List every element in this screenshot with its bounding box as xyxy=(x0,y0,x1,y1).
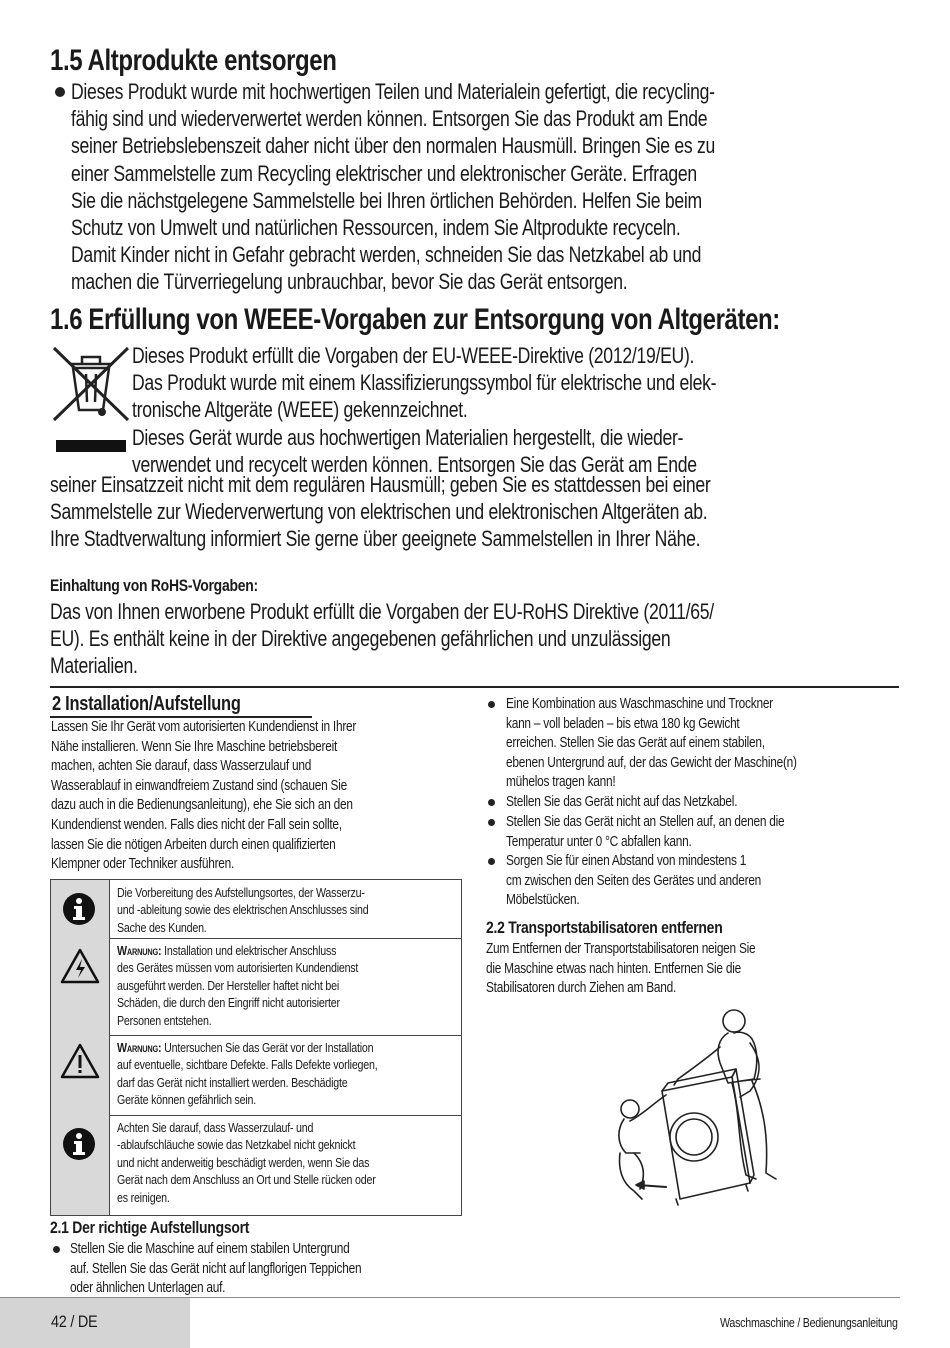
warning-icon xyxy=(60,1043,100,1079)
text-line: Personen entstehen. xyxy=(117,1012,212,1028)
text-line: machen die Türverriegelung unbrauchbar, bevor Sie das Gerät entsorgen. xyxy=(71,269,628,295)
notice-row xyxy=(51,1115,461,1215)
text-line: Dieses Gerät wurde aus hochwertigen Materialien hergestellt, die wieder- xyxy=(132,424,684,450)
section-2-2-body xyxy=(486,940,815,999)
text-line xyxy=(117,942,358,959)
section-1-5-body xyxy=(71,78,876,296)
text-line: des Gerätes müssen vom autorisierten Kundendienst xyxy=(117,960,359,976)
notice-icon-cell xyxy=(51,938,110,1035)
bullet xyxy=(488,858,495,865)
section-2-2-title-text: 2.2 Transportstabilisatoren entfernen xyxy=(486,918,723,937)
notice-text xyxy=(117,942,411,1029)
notice-row xyxy=(51,938,461,1036)
text-line: Eine Kombination aus Waschmaschine und Trockner xyxy=(506,696,773,712)
text-line: lassen Sie die nötigen Arbeiten durch einen qualifizierten xyxy=(51,836,336,853)
text-line: und nicht anderweitig beschädigt werden, wenn Sie das xyxy=(117,1154,370,1170)
text-line: ebenen Untergrund auf, der das Gewicht der Maschine(n) xyxy=(506,754,797,771)
footer-page-box xyxy=(0,1298,190,1348)
section-2-1-title xyxy=(50,1218,293,1238)
rohs-title xyxy=(50,576,304,596)
text-line: Schutz von Umwelt und natürlichen Ressourcen, indem Sie Altprodukte recyceln. xyxy=(71,215,681,241)
text-span: Untersuchen Sie das Gerät vor der Installation xyxy=(161,1040,374,1055)
text-line: Lassen Sie Ihr Gerät vom autorisierten Kundendienst in Ihrer xyxy=(51,719,357,735)
section-2-1-body xyxy=(70,1240,425,1299)
text-line: Das Produkt wurde mit einem Klassifizierungssymbol für elektrische und elek- xyxy=(132,370,717,396)
notice-row xyxy=(51,1035,461,1116)
notice-text xyxy=(117,1039,435,1109)
text-line: Sammelstelle zur Wiederverwertung von elektrischen und elektronischen Altgeräten ab. xyxy=(50,499,708,525)
electric-warning-icon xyxy=(60,948,100,984)
text-line: Achten Sie darauf, dass Wasserzulauf- und xyxy=(117,1120,314,1135)
text-line: EU). Es enthält keine in der Direktive angegebenen gefährlichen und unzulässigen xyxy=(50,626,671,652)
rohs-title-text: Einhaltung von RoHS-Vorgaben: xyxy=(50,576,258,595)
text-span: Installation und elektrischer Anschluss xyxy=(161,943,337,958)
text-line: die Maschine etwas nach hinten. Entfernen Sie die xyxy=(486,960,741,977)
bullet xyxy=(53,1246,60,1253)
right-bullet-2 xyxy=(506,793,788,813)
text-line: Sache des Kunden. xyxy=(117,919,207,935)
notice-icon-cell xyxy=(51,880,110,938)
weee-bin-icon xyxy=(50,340,132,454)
text-line: Stabilisatoren durch Ziehen am Band. xyxy=(486,980,677,997)
text-line: tronische Altgeräte (WEEE) gekennzeichnet. xyxy=(132,397,468,423)
notice-table xyxy=(50,879,462,1216)
text-line xyxy=(117,1039,377,1056)
text-line: mühelos tragen kann! xyxy=(506,774,616,791)
footer-doc-title xyxy=(681,1315,898,1330)
transport-stabilizer-illustration xyxy=(600,1003,790,1218)
text-line: Stellen Sie das Gerät nicht an Stellen auf, an denen die xyxy=(506,814,785,830)
text-line: Dieses Produkt wurde mit hochwertigen Teilen und Materialein gefertigt, die recycling- xyxy=(71,79,715,104)
right-bullet-4 xyxy=(506,852,817,911)
text-line: auf eventuelle, sichtbare Defekte. Falls Defekte vorliegen, xyxy=(117,1057,378,1073)
text-line: machen, achten Sie darauf, dass Wasserzulauf und xyxy=(51,758,312,775)
text-line: Gerät nach dem Anschluss an Ort und Stelle rücken oder xyxy=(117,1172,376,1188)
text-line: Nähe installieren. Wenn Sie Ihre Maschine betriebsbereit xyxy=(51,738,338,755)
text-line: ausgeführt werden. Der Hersteller haftet nicht bei xyxy=(117,977,340,993)
text-line: fähig sind und wiederverwertet werden können. Entsorgen Sie das Produkt am Ende xyxy=(71,106,708,132)
section-2-2-title xyxy=(486,918,774,938)
text-line: cm zwischen den Seiten des Gerätes und anderen xyxy=(506,872,762,889)
divider xyxy=(50,686,899,688)
section-1-6-body-indented xyxy=(132,342,862,478)
text-line: Möbelstücken. xyxy=(506,892,580,909)
warning-label: Warnung: xyxy=(117,1040,162,1055)
section-1-6-title-text: 1.6 Erfüllung von WEEE-Vorgaben zur Entsorgung von Altgeräten: xyxy=(50,303,780,336)
bullet xyxy=(55,87,65,97)
section-1-6-body xyxy=(50,471,876,553)
text-line: und -ableitung sowie des elektrischen Anschlusses sind xyxy=(117,902,369,918)
text-line: auf. Stellen Sie das Gerät nicht auf langflorigen Teppichen xyxy=(70,1260,362,1277)
info-icon xyxy=(62,892,96,926)
text-line: Klempner oder Techniker ausführen. xyxy=(51,856,235,873)
text-line: erreichen. Stellen Sie das Gerät auf einem stabilen, xyxy=(506,735,765,752)
text-line: Materialien. xyxy=(50,653,138,679)
notice-text xyxy=(117,884,424,936)
section-1-5-title-text: 1.5 Altprodukte entsorgen xyxy=(50,44,337,77)
page-number-text: 42 / DE xyxy=(51,1312,98,1331)
bullet xyxy=(488,799,495,806)
page-number xyxy=(51,1312,106,1332)
right-bullet-3 xyxy=(506,813,846,852)
text-line: es reinigen. xyxy=(117,1189,170,1205)
text-line: Geräte können gefährlich sein. xyxy=(117,1092,257,1108)
text-line: Dieses Produkt erfüllt die Vorgaben der EU-WEEE-Direktive (2012/19/EU). xyxy=(132,343,695,368)
section-2-body xyxy=(51,718,423,875)
text-line: darf das Gerät nicht installiert werden. Beschädigte xyxy=(117,1074,348,1090)
text-line: verwendet und recycelt werden können. Entsorgen Sie das Gerät am Ende xyxy=(132,451,697,477)
text-line: -ablaufschläuche sowie das Netzkabel nicht geknickt xyxy=(117,1137,356,1153)
section-2-1-title-text: 2.1 Der richtige Aufstellungsort xyxy=(50,1218,250,1237)
text-line: dazu auch in die Bedienungsanleitung), ehe Sie sich an den xyxy=(51,797,353,814)
text-line: Die Vorbereitung des Aufstellungsortes, der Wasserzu- xyxy=(117,885,365,900)
text-line: Schäden, die durch den Eingriff nicht autorisierter xyxy=(117,995,340,1011)
text-line: Damit Kinder nicht in Gefahr gebracht werden, schneiden Sie das Netzkabel ab und xyxy=(71,242,702,268)
section-2-title-text: 2 Installation/Aufstellung xyxy=(52,693,241,715)
footer-doc-title-text: Waschmaschine / Bedienungsanleitung xyxy=(720,1315,898,1330)
text-line: seiner Einsatzzeit nicht mit dem regulären Hausmüll; geben Sie es stattdessen bei einer xyxy=(50,472,711,497)
text-line: Zum Entfernen der Transportstabilisatoren neigen Sie xyxy=(486,941,756,957)
text-line: Ihre Stadtverwaltung informiert Sie gerne über geeignete Sammelstellen in Ihrer Nähe. xyxy=(50,526,701,552)
notice-text xyxy=(117,1119,432,1206)
notice-row xyxy=(51,880,461,939)
bullet xyxy=(488,819,495,826)
text-line: kann – voll beladen – bis etwa 180 kg Gewicht xyxy=(506,715,740,732)
rohs-body xyxy=(50,598,880,680)
notice-icon-cell xyxy=(51,1035,110,1115)
text-line: Das von Ihnen erworbene Produkt erfüllt die Vorgaben der EU-RoHS Direktive (2011/65/ xyxy=(50,599,714,624)
right-bullet-1 xyxy=(506,695,861,793)
warning-label: Warnung: xyxy=(117,943,162,958)
section-1-6-title xyxy=(50,303,950,337)
info-icon xyxy=(62,1127,96,1161)
section-2-title xyxy=(52,693,282,716)
text-line: Stellen Sie die Maschine auf einem stabilen Untergrund xyxy=(70,1241,350,1257)
text-line: Sorgen Sie für einen Abstand von mindestens 1 xyxy=(506,853,747,869)
bullet xyxy=(488,701,495,708)
notice-icon-cell xyxy=(51,1115,110,1215)
text-line: Stellen Sie das Gerät nicht auf das Netzkabel. xyxy=(506,794,738,810)
text-line: seiner Betriebslebenszeit daher nicht über den normalen Hausmüll. Bringen Sie es zu xyxy=(71,133,715,159)
text-line: Temperatur unter 0 °C abfallen kann. xyxy=(506,833,692,850)
text-line: einer Sammelstelle zum Recycling elektrischer und elektronischer Geräte. Erfragen xyxy=(71,160,697,186)
text-line: Kundendienst wenden. Falls dies nicht der Fall sein sollte, xyxy=(51,816,342,833)
text-line: oder ähnlichen Unterlagen auf. xyxy=(70,1280,226,1297)
text-line: Sie die nächstgelegene Sammelstelle bei Ihren örtlichen Behörden. Helfen Sie beim xyxy=(71,187,702,213)
text-line: Wasserablauf in einwandfreiem Zustand sind (schauen Sie xyxy=(51,777,347,794)
section-1-5-title xyxy=(50,44,408,78)
